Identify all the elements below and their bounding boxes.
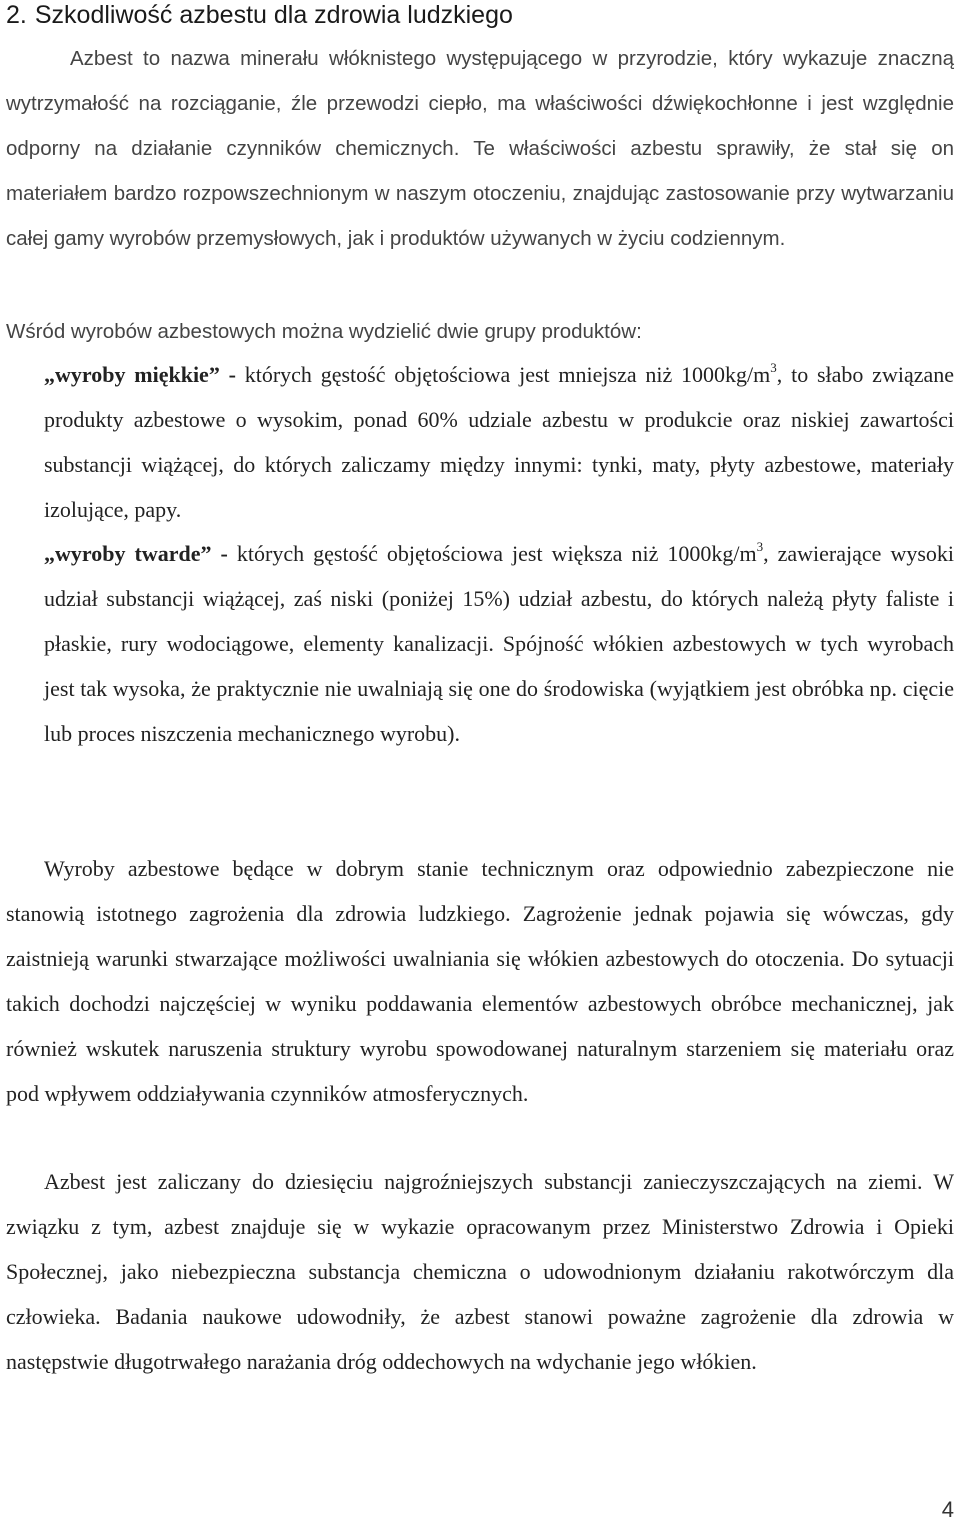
hard-products-lead: których gęstość objętościowa jest większa niż 1000kg/m xyxy=(236,541,757,566)
soft-products-label: „wyroby miękkie” xyxy=(44,362,220,387)
groups-intro-paragraph: Wśród wyrobów azbestowych można wydzielić dwie grupy produktów: xyxy=(6,320,642,343)
section-heading xyxy=(6,0,513,30)
danger-paragraph: Azbest jest zaliczany do dziesięciu najgroźniejszych substancji zanieczyszczających na ziemi. W związku z tym, azbest znajduje się w wykazie opracowanym przez Ministerstwo Zdrowia i Opieki Społecznej, jako niebezpieczna substancja chemiczna o udowodnionym działaniu rakotwórczym dla człowieka. Badania naukowe udowodniły, że azbest stanowi poważne zagrożenie dla zdrowia w następstwie długotrwałego narażania dróg oddechowych na wdychanie jego włókien. xyxy=(6,1169,954,1374)
condition-paragraph: Wyroby azbestowe będące w dobrym stanie technicznym oraz odpowiednio zabezpieczone nie stanowią istotnego zagrożenia dla zdrowia ludzkiego. Zagrożenie jednak pojawia się wówczas, gdy zaistnieją warunki stwarzające możliwości uwalniania się włókien azbestowych do otoczenia. Do sytuacji takich dochodzi najczęściej w wyniku poddawania elementów azbestowych obróbce mechanicznej, jak również wskutek naruszenia struktury wyrobu spowodowanej naturalnym starzeniem się materiału oraz pod wpływem oddziaływania czynników atmosferycznych. xyxy=(6,856,954,1106)
hard-products-dash: - xyxy=(220,541,228,566)
hard-products-paragraph xyxy=(44,531,954,756)
hard-products-description: , zawierające wysoki udział substancji wiążącej, zaś niski (poniżej 15%) udział azbestu, do których należą płyty faliste i płaskie, rury wodociągowe, elementy kanalizacji. Spójność włókien azbestowych w tych wyrobach jest tak wysoka, że praktycznie nie uwalniają się one do środowiska (wyjątkiem jest obróbka np. cięcie lub proces niszczenia mechanicznego wyrobu). xyxy=(44,541,955,746)
page-number: 4 xyxy=(941,1497,954,1522)
soft-products-unit-exponent: 3 xyxy=(770,360,777,375)
intro-paragraph: Azbest to nazwa minerału włóknistego występującego w przyrodzie, który wykazuje znaczną wytrzymałość na rozciąganie, źle przewodzi ciepło, ma właściwości dźwiękochłonne i jest względnie odporny na działanie czynników chemicznych. Te właściwości azbestu sprawiły, że stał się on materiałem bardzo rozpowszechnionym w naszym otoczeniu, znajdując zastosowanie przy wytwarzaniu całej gamy wyrobów przemysłowych, jak i produktów używanych w życiu codziennym. xyxy=(6,47,954,250)
soft-products-dash: - xyxy=(228,362,236,387)
soft-products-lead: których gęstość objętościowa jest mniejsza niż 1000kg/m xyxy=(244,362,771,387)
hard-products-label: „wyroby twarde” xyxy=(44,541,212,566)
soft-products-paragraph xyxy=(44,352,954,532)
section-number: 2. xyxy=(6,1,27,29)
soft-products-description: , to słabo związane produkty azbestowe o wysokim, ponad 60% udziale azbestu w produkcie oraz niskiej zawartości substancji wiążącej, do których zaliczamy między innymi: tynki, maty, płyty azbestowe, materiały izolujące, papy. xyxy=(44,362,955,522)
section-title: Szkodliwość azbestu dla zdrowia ludzkiego xyxy=(34,1,513,29)
hard-products-unit-exponent: 3 xyxy=(756,539,764,554)
